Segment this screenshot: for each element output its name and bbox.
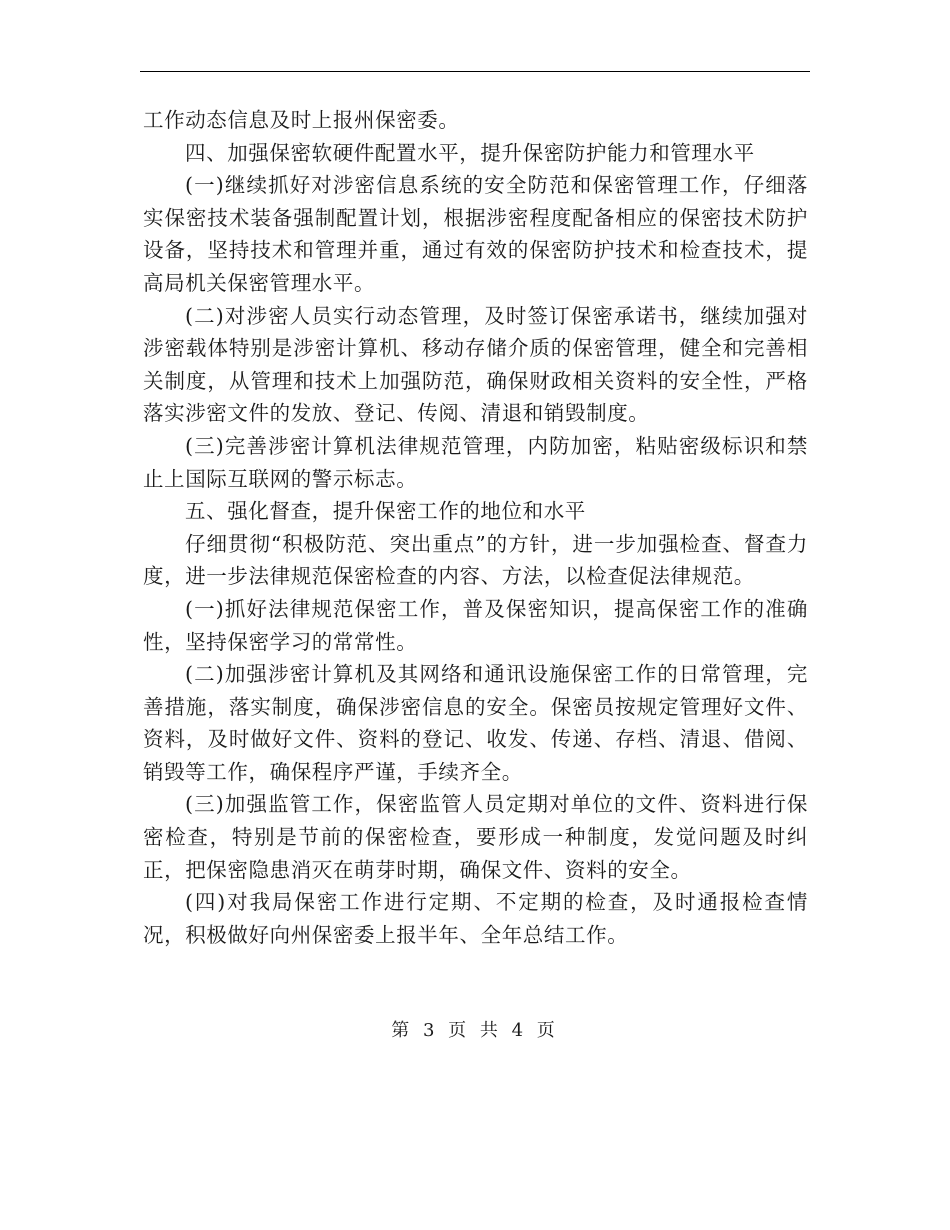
paragraph-5-1: (一)抓好法律规范保密工作，普及保密知识，提高保密工作的准确性，坚持保密学习的常常性。 [143,596,808,654]
paragraph-5-3: (三)加强监管工作，保密监管人员定期对单位的文件、资料进行保密检查，特别是节前的保密检查，要形成一种制度，发觉问题及时纠正，把保密隐患消灭在萌芽时期，确保文件、资料的安全。 [143,792,808,882]
paragraph-4-2: (二)对涉密人员实行动态管理，及时签订保密承诺书，继续加强对涉密载体特别是涉密计算机、移动存储介质的保密管理，健全和完善相关制度，从管理和技术上加强防范，确保财政相关资料的安全性，严格落实涉密文件的发放、登记、传阅、清退和销毁制度。 [143,303,808,426]
section-heading-5: 五、强化督查，提升保密工作的地位和水平 [185,499,586,524]
paragraph-4-1: (一)继续抓好对涉密信息系统的安全防范和保密管理工作，仔细落实保密技术装备强制配置计划，根据涉密程度配备相应的保密技术防护设备，坚持技术和管理并重，通过有效的保密防护技术和检查技术，提高局机关保密管理水平。 [143,173,808,295]
paragraph-5-2: (二)加强涉密计算机及其网络和通讯设施保密工作的日常管理，完善措施，落实制度，确保涉密信息的安全。保密员按规定管理好文件、资料，及时做好文件、资料的登记、收发、传递、存档、清退、借阅、销毁等工作，确保程序严谨，手续齐全。 [143,662,808,784]
paragraph-5-4: (四)对我局保密工作进行定期、不定期的检查，及时通报检查情况，积极做好向州保密委上报半年、全年总结工作。 [143,890,808,947]
document-body [143,104,808,951]
header-rule [140,71,810,72]
paragraph-4-3: (三)完善涉密计算机法律规范管理，内防加密，粘贴密级标识和禁止上国际互联网的警示标志。 [143,433,808,491]
paragraph-continuation: 工作动态信息及时上报州保密委。 [143,108,460,132]
paragraph-5-intro: 仔细贯彻“积极防范、突出重点”的方针，进一步加强检查、督查力度，进一步法律规范保密检查的内容、方法，以检查促法律规范。 [143,531,808,589]
page-number-footer: 第 3 页 共 4 页 [391,1020,559,1041]
section-heading-4: 四、加强保密软硬件配置水平，提升保密防护能力和管理水平 [185,140,755,165]
